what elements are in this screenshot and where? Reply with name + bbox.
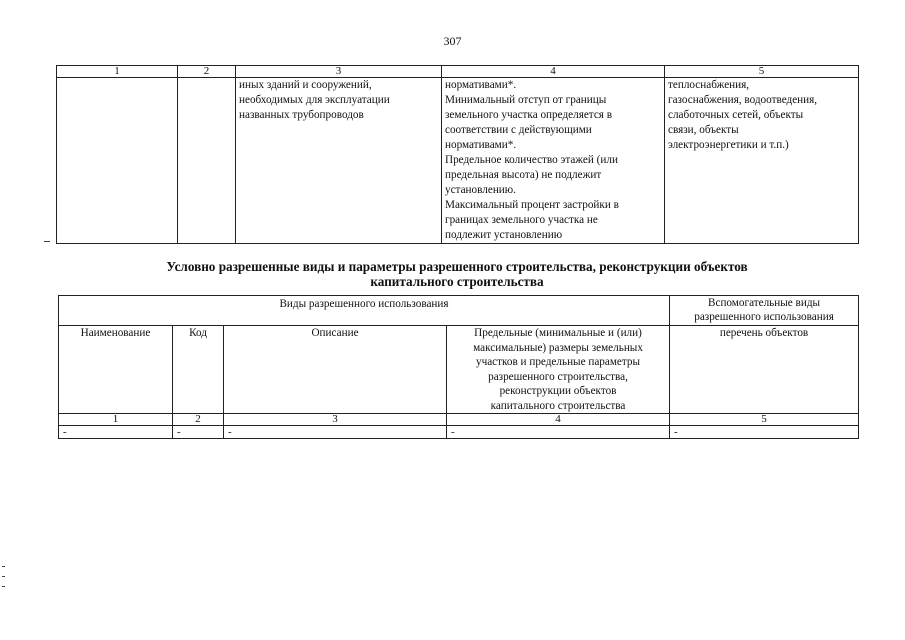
data-cell-description: - (224, 426, 447, 439)
column-header-objects-list: перечень объектов (670, 326, 859, 414)
top-header-3: 3 (236, 66, 442, 78)
bottom-table (58, 295, 859, 439)
top-table (56, 65, 859, 244)
section-title-line-2: капитального строительства (370, 274, 544, 289)
top-cell-parameters: нормативами*. Минимальный отступ от границы земельного участка определяется в соответствии с действующими нормативами*. Предельное количество этажей (или предельная высота) не подлежит установлению. Максимальный процент застройки в границах земельного участка не подлежит установлению (442, 78, 665, 244)
margin-mark (2, 566, 5, 567)
column-header-code: Код (173, 326, 224, 414)
column-header-name: Наименование (59, 326, 173, 414)
page-number: 307 (443, 34, 462, 48)
data-cell-name: - (59, 426, 173, 439)
top-header-4: 4 (442, 66, 665, 78)
aux-header: Вспомогательные виды разрешенного использования (670, 296, 859, 326)
section-title-line-1: Условно разрешенные виды и параметры разрешенного строительства, реконструкции объектов (166, 259, 748, 274)
bottom-number-5: 5 (670, 414, 859, 426)
group-header-permitted-uses: Виды разрешенного использования (59, 296, 670, 326)
margin-mark (44, 241, 50, 242)
top-table-row (57, 78, 859, 244)
bottom-column-header-row (59, 326, 859, 414)
bottom-data-row (59, 426, 859, 439)
data-cell-objects: - (670, 426, 859, 439)
top-header-2: 2 (178, 66, 236, 78)
top-header-5: 5 (665, 66, 859, 78)
bottom-number-1: 1 (59, 414, 173, 426)
column-header-description: Описание (224, 326, 447, 414)
bottom-group-header-row (59, 296, 859, 326)
top-header-1: 1 (57, 66, 178, 78)
bottom-number-3: 3 (224, 414, 447, 426)
top-cell-auxiliary: теплоснабжения, газоснабжения, водоотведения, слаботочных сетей, объекты связи, объекты электроэнергетики и т.п.) (665, 78, 859, 244)
data-cell-code: - (173, 426, 224, 439)
margin-mark (2, 586, 5, 587)
top-cell-code (178, 78, 236, 244)
top-cell-description: иных зданий и сооружений, необходимых для эксплуатации названных трубопроводов (236, 78, 442, 244)
top-cell-name (57, 78, 178, 244)
column-header-parameters: Предельные (минимальные и (или) максимальные) размеры земельных участков и предельные параметры разрешенного строительства, реконструкции объектов капитального строительства (447, 326, 670, 414)
margin-mark (2, 576, 5, 577)
bottom-number-4: 4 (447, 414, 670, 426)
section-title (56, 259, 858, 289)
bottom-number-2: 2 (173, 414, 224, 426)
data-cell-parameters: - (447, 426, 670, 439)
top-table-number-row (57, 66, 859, 78)
bottom-number-row (59, 414, 859, 426)
